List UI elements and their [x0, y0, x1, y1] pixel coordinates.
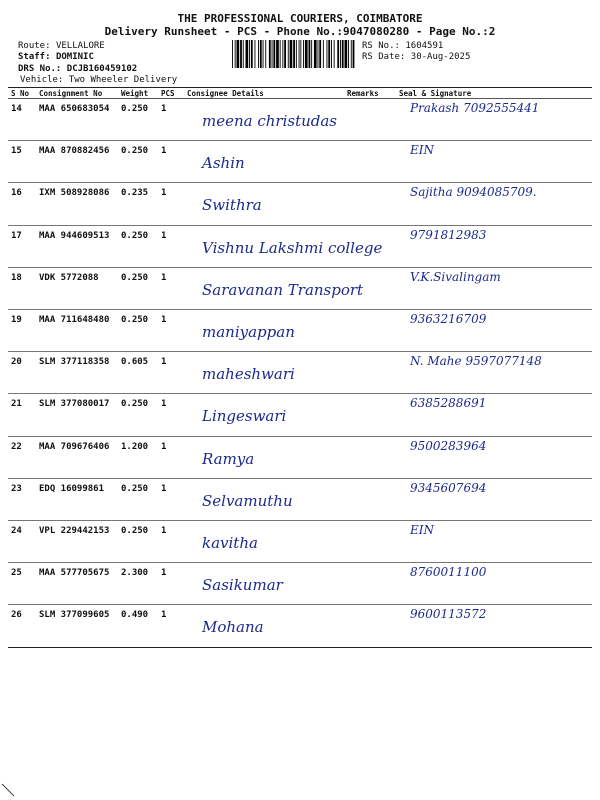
cell-consignee — [184, 226, 383, 267]
table-row — [8, 437, 592, 479]
drs-label: DRS No.: — [18, 64, 62, 74]
table-row — [8, 479, 592, 521]
staff-label: Staff: — [18, 52, 51, 62]
cell-signature — [396, 99, 592, 140]
consignee-handwriting: meena christudas — [202, 112, 338, 130]
cell-signature — [396, 141, 592, 182]
table-header — [8, 88, 592, 99]
cell-weight: 2.300 — [121, 568, 149, 579]
rs-date-label: RS Date: — [362, 52, 406, 62]
consignee-handwriting: Sasikumar — [202, 576, 283, 595]
cell-consignee — [184, 479, 344, 520]
cell-signature — [396, 479, 592, 520]
cell-sno: 25 — [11, 568, 22, 579]
cell-weight: 0.250 — [121, 104, 149, 114]
cell-consignment: VPL 229442153 — [39, 525, 110, 536]
cell-signature — [396, 563, 592, 604]
cell-sno: 15 — [11, 146, 22, 157]
cell-weight: 0.250 — [121, 483, 149, 494]
cell-sno: 23 — [11, 483, 22, 494]
cell-consignee — [184, 183, 344, 224]
consignee-handwriting: Selvamuthu — [202, 491, 293, 510]
cell-remarks — [344, 99, 396, 140]
route-label: Route: — [18, 41, 51, 51]
cell-pcs: 1 — [161, 399, 167, 410]
scan-mark — [0, 780, 40, 800]
cell-remarks — [344, 394, 396, 435]
cell-consignment: EDQ 16099861 — [39, 483, 105, 494]
cell-consignment: MAA 577705675 — [39, 568, 110, 579]
cell-sno: 24 — [11, 525, 22, 536]
cell-sno: 19 — [11, 314, 22, 325]
table-row — [8, 226, 592, 268]
cell-pcs: 1 — [161, 272, 167, 283]
rs-no-line — [362, 41, 443, 52]
cell-weight: 0.250 — [121, 314, 149, 325]
drs-value: DCJB160459102 — [66, 64, 138, 74]
cell-remarks — [344, 563, 396, 604]
cell-sno: 17 — [11, 230, 22, 241]
vehicle-line — [20, 75, 177, 86]
signature-handwriting: V.K.Sivalingam — [410, 269, 501, 284]
consignee-handwriting: Ashin — [202, 154, 245, 173]
cell-weight: 0.250 — [121, 230, 149, 241]
cell-consignment: IXM 508928086 — [39, 188, 110, 199]
cell-signature — [396, 226, 592, 267]
cell-sno: 21 — [11, 399, 22, 410]
table-row — [8, 183, 592, 225]
consignee-handwriting: kavitha — [202, 533, 258, 552]
drs-line — [18, 64, 137, 75]
signature-handwriting: 9363216709 — [410, 311, 487, 326]
consignee-handwriting: maniyappan — [202, 322, 295, 341]
consignee-handwriting: Lingeswari — [202, 407, 287, 426]
cell-pcs: 1 — [161, 441, 167, 452]
signature-handwriting: N. Mahe 9597077148 — [410, 354, 542, 369]
cell-remarks — [344, 352, 396, 393]
table-row — [8, 310, 592, 352]
cell-consignee — [184, 394, 344, 435]
cell-consignee — [184, 141, 344, 182]
table-row — [8, 605, 592, 647]
signature-handwriting: 9600113572 — [410, 607, 487, 622]
cell-signature — [396, 352, 592, 393]
barcode-image — [232, 40, 356, 68]
table-body — [8, 99, 592, 647]
cell-consignment: SLM 377099605 — [39, 610, 110, 621]
signature-handwriting: EIN — [410, 522, 434, 537]
signature-handwriting: 8760011100 — [410, 565, 487, 580]
col-pcs: PCS — [161, 89, 175, 98]
cell-remarks — [344, 479, 396, 520]
table-row — [8, 394, 592, 436]
table-row — [8, 563, 592, 605]
cell-consignment: SLM 377080017 — [39, 399, 110, 410]
cell-consignee — [184, 310, 344, 351]
cell-signature — [396, 183, 592, 224]
cell-pcs: 1 — [161, 357, 167, 368]
cell-sno: 16 — [11, 188, 22, 199]
signature-handwriting: 9500283964 — [410, 438, 487, 453]
cell-sno: 22 — [11, 441, 22, 452]
runsheet-table — [8, 87, 592, 648]
cell-pcs: 1 — [161, 525, 167, 536]
signature-handwriting: 6385288691 — [410, 396, 487, 411]
vehicle-label: Vehicle: — [20, 75, 64, 85]
cell-weight: 0.235 — [121, 188, 149, 199]
rs-no-value: 1604591 — [405, 41, 444, 51]
cell-consignment: MAA 650683054 — [39, 104, 110, 114]
signature-handwriting: 9791812983 — [410, 227, 487, 242]
consignee-handwriting: Mohana — [202, 618, 264, 637]
cell-signature — [396, 437, 592, 478]
table-row — [8, 141, 592, 183]
cell-weight: 0.250 — [121, 399, 149, 410]
staff-value: DOMINIC — [55, 52, 94, 62]
cell-remarks — [344, 141, 396, 182]
table-row — [8, 268, 592, 310]
cell-weight: 0.250 — [121, 272, 149, 283]
cell-signature — [396, 310, 592, 351]
staff-line — [18, 52, 94, 63]
cell-pcs: 1 — [161, 314, 167, 325]
col-consignee: Consignee Details — [187, 89, 264, 98]
route-line — [18, 41, 105, 52]
cell-sno: 18 — [11, 272, 22, 283]
cell-consignee — [184, 521, 344, 562]
cell-consignment: MAA 870882456 — [39, 146, 110, 157]
cell-remarks — [344, 437, 396, 478]
cell-pcs: 1 — [161, 610, 167, 621]
signature-handwriting: Sajitha 9094085709. — [410, 185, 537, 200]
cell-pcs: 1 — [161, 568, 167, 579]
cell-consignee — [184, 352, 344, 393]
cell-weight: 1.200 — [121, 441, 149, 452]
table-row — [8, 99, 592, 141]
cell-pcs: 1 — [161, 188, 167, 199]
cell-remarks — [344, 310, 396, 351]
cell-consignee — [184, 99, 344, 140]
cell-weight: 0.250 — [121, 525, 149, 536]
cell-signature — [396, 605, 592, 647]
consignee-handwriting: Swithra — [202, 196, 262, 215]
vehicle-value: Two Wheeler Delivery — [68, 75, 178, 85]
cell-weight: 0.250 — [121, 146, 149, 157]
cell-signature — [396, 394, 592, 435]
signature-handwriting: Prakash 7092555441 — [410, 101, 540, 115]
cell-pcs: 1 — [161, 483, 167, 494]
cell-consignment: MAA 944609513 — [39, 230, 110, 241]
cell-sno: 20 — [11, 357, 22, 368]
table-row — [8, 521, 592, 563]
cell-signature — [396, 268, 592, 309]
cell-consignment: MAA 711648480 — [39, 314, 110, 325]
table-row — [8, 352, 592, 394]
rs-no-label: RS No.: — [362, 41, 400, 51]
runsheet-title: THE PROFESSIONAL COURIERS, COIMBATORE — [177, 12, 423, 25]
cell-consignee — [184, 268, 364, 309]
cell-consignment: SLM 377118358 — [39, 357, 110, 368]
cell-sno: 14 — [11, 104, 22, 114]
cell-weight: 0.605 — [121, 357, 149, 368]
consignee-handwriting: Ramya — [202, 449, 255, 468]
rs-date-line — [362, 52, 470, 63]
cell-pcs: 1 — [161, 230, 167, 241]
runsheet-subtitle: Delivery Runsheet - PCS - Phone No.:9047080280 - Page No.:2 — [104, 25, 496, 38]
consignee-handwriting: Saravanan Transport — [202, 280, 364, 299]
cell-consignment: VDK 5772088 — [39, 272, 99, 283]
cell-remarks — [344, 605, 396, 647]
cell-signature — [396, 521, 592, 562]
cell-pcs: 1 — [161, 146, 167, 157]
col-consignment: Consignment No — [39, 89, 103, 98]
rs-date-value: 30-Aug-2025 — [410, 52, 471, 62]
signature-handwriting: 9345607694 — [410, 480, 487, 495]
col-remarks: Remarks — [347, 89, 379, 98]
cell-consignee — [184, 605, 344, 647]
cell-weight: 0.490 — [121, 610, 149, 621]
consignee-handwriting: maheshwari — [202, 365, 295, 384]
cell-consignee — [184, 563, 344, 604]
col-weight: Weight — [121, 89, 149, 98]
cell-remarks — [344, 521, 396, 562]
col-seal-signature: Seal & Signature — [399, 89, 472, 98]
route-value: VELLALORE — [55, 41, 105, 51]
cell-consignment: MAA 709676406 — [39, 441, 110, 452]
cell-remarks — [344, 183, 396, 224]
col-sno: S No — [11, 89, 30, 98]
signature-handwriting: EIN — [410, 143, 434, 158]
consignee-handwriting: Vishnu Lakshmi college — [202, 238, 383, 257]
cell-pcs: 1 — [161, 104, 167, 114]
cell-sno: 26 — [11, 610, 22, 621]
cell-consignee — [184, 437, 344, 478]
